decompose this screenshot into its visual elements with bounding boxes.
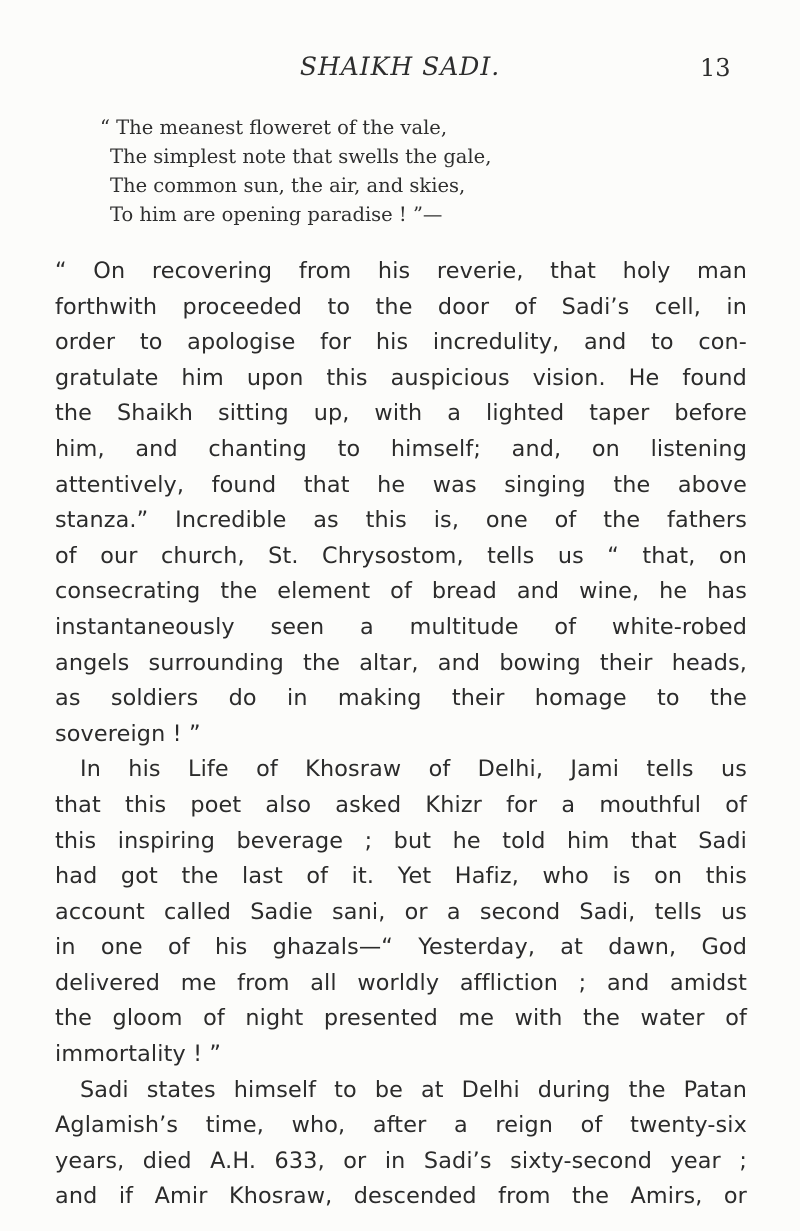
text-line: had got the last of it. Yet Hafiz, who is on this — [55, 863, 747, 890]
text-line: stanza.” Incredible as this is, one of the fathers — [55, 507, 747, 534]
text-line: delivered me from all worldly affliction ; and amidst — [55, 969, 747, 996]
text-line: forthwith proceeded to the door of Sadi’s cell, in — [55, 293, 747, 320]
text-line: and if Amir Khosraw, descended from the Amirs, or — [55, 1183, 747, 1210]
text-line: Sadi states himself to be at Delhi during the Patan — [80, 1076, 747, 1103]
text-line: account called Sadie sani, or a second Sadi, tells us — [55, 898, 747, 925]
poem-line: To him are opening paradise ! ”— — [110, 203, 443, 226]
text-line: years, died A.H. 633, or in Sadi’s sixty-second year ; — [55, 1147, 747, 1174]
poem-line: “ The meanest floweret of the vale, — [100, 116, 448, 139]
text-line: him, and chanting to himself; and, on listening — [55, 435, 747, 462]
text-line: instantaneously seen a multitude of white-robed — [55, 613, 747, 640]
text-line: gratulate him upon this auspicious vision. He found — [55, 364, 747, 391]
page-number: 13 — [700, 54, 731, 82]
text-line: order to apologise for his incredulity, and to con- — [55, 329, 747, 356]
text-line: sovereign ! ” — [55, 720, 201, 747]
text-line: the Shaikh sitting up, with a lighted taper before — [55, 400, 747, 427]
text-line: immortality ! ” — [55, 1041, 222, 1068]
text-line: the gloom of night presented me with the water of — [55, 1005, 747, 1032]
poem-line: The common sun, the air, and skies, — [110, 174, 466, 197]
text-line: “ On recovering from his reverie, that holy man — [55, 258, 747, 284]
text-line: attentively, found that he was singing the above — [55, 471, 747, 498]
text-line: as soldiers do in making their homage to the — [55, 685, 747, 712]
text-line: this inspiring beverage ; but he told him that Sadi — [55, 827, 747, 854]
body-text — [55, 254, 747, 1215]
running-title: SHAIKH SADI. — [299, 52, 501, 81]
running-head — [0, 50, 800, 90]
poem-line: The simplest note that swells the gale, — [110, 145, 492, 168]
text-line: that this poet also asked Khizr for a mouthful of — [55, 791, 747, 818]
text-line: In his Life of Khosraw of Delhi, Jami tells us — [80, 756, 747, 783]
text-line: Aglamish’s time, who, after a reign of twenty-six — [55, 1112, 747, 1139]
text-line: angels surrounding the altar, and bowing their heads, — [55, 649, 747, 676]
text-line: in one of his ghazals—“ Yesterday, at dawn, God — [55, 934, 747, 961]
text-line: consecrating the element of bread and wine, he has — [55, 578, 747, 605]
poem-stanza — [100, 113, 750, 229]
text-line: of our church, St. Chrysostom, tells us “ that, on — [55, 542, 747, 569]
